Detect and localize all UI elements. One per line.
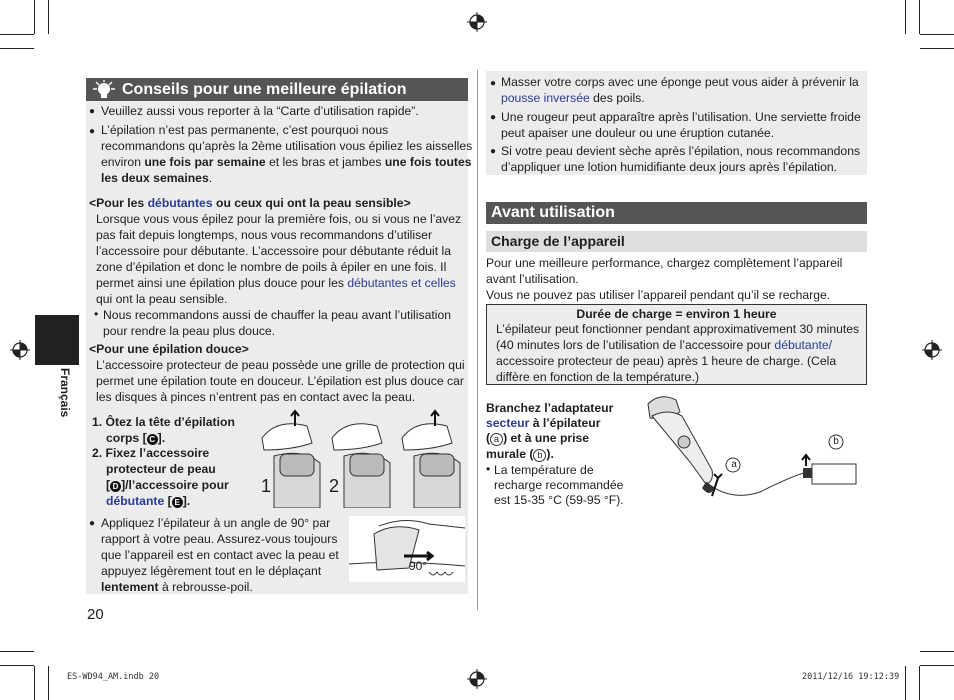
tips-heading: Conseils pour une meilleure épilation [122, 81, 407, 98]
beginner-text-4: zone d’épilation et donc le nombre de poils à épiler en une fois. Il [96, 260, 447, 274]
beginner-heading: <Pour les débutantes ou ceux qui ont la peau sensible> [89, 196, 411, 210]
language-label: Français [58, 368, 72, 418]
step-1: 1. Ôtez la tête d’épilation [92, 415, 235, 429]
gentle-text-1: L’accessoire protecteur de peau possède une grille de protection qui [96, 358, 465, 372]
crop-mark [0, 48, 34, 49]
bullet-icon: • [94, 307, 99, 321]
bullet-icon: ● [89, 518, 96, 529]
step-2-line2: protecteur de peau [106, 462, 216, 476]
crop-mark [920, 34, 954, 35]
beginner-text-6: qui ont la peau sensible. [96, 292, 228, 306]
bullet-icon: ● [490, 78, 497, 89]
beginner-note-2: pour rendre la peau plus douce. [103, 324, 276, 338]
step-2-line4: débutante [ E ]. [106, 494, 191, 508]
subheading: Charge de l’appareil [491, 233, 625, 249]
tip-2-line4: les deux semaines. [101, 171, 213, 185]
angle-tip-1: Appliquez l’épilateur à un angle de 90° par [101, 516, 331, 530]
tip-1: Veuillez aussi vous reporter à la “Carte d’utilisation rapide”. [101, 104, 419, 118]
letter-e-icon: E [172, 497, 183, 508]
bullet-icon: ● [89, 106, 96, 117]
step-1-line2: corps [ C ]. [106, 431, 166, 445]
bullet-icon: ● [490, 146, 497, 157]
footer-date: 2011/12/16 19:12:39 [802, 672, 900, 682]
step-2-line3: [ D ]/l’accessoire pour [106, 478, 229, 492]
connect-step-3: ( a ) et à une prise [486, 431, 590, 445]
angle-tip-5: lentement à rebrousse-poil. [101, 580, 253, 594]
registration-mark-icon [467, 669, 487, 689]
beginner-text-5: permet ainsi une épilation plus douce pour les débutantes et celles [96, 276, 456, 290]
lightbulb-icon [90, 80, 118, 99]
charge-time-line3: accessoire protecteur de peau) après 1 heure de charge. (Cela [496, 354, 837, 368]
section-heading: Avant utilisation [491, 204, 615, 221]
angle-label: 90° [409, 559, 428, 573]
charge-time-title: Durée de charge = environ 1 heure [576, 307, 777, 321]
bullet-icon: ● [89, 126, 96, 137]
figure-number-2: 2 [329, 476, 340, 496]
letter-c-icon: C [147, 434, 158, 445]
registration-mark-icon [922, 340, 942, 360]
tip-dry-1: Si votre peau devient sèche après l’épilation, nous recommandons [501, 144, 861, 158]
crop-mark [919, 0, 920, 34]
crop-mark [920, 665, 954, 666]
crop-mark [905, 666, 906, 700]
charge-time-line1: L’épilateur peut fonctionner pendant approximativement 30 minutes [496, 322, 860, 336]
temperature-note-3: est 15-35 °C (59-95 °F). [494, 493, 624, 507]
gentle-text-2: permet une épilation toute en douceur. L’épilation est plus douce car [96, 374, 464, 388]
tip-redness-1: Une rougeur peut apparaître après l’utilisation. Une serviette froide [501, 110, 861, 124]
footer-file: ES-WD94_AM.indb 20 [67, 672, 160, 682]
bullet-icon: • [486, 462, 491, 476]
subheading-bar [486, 231, 867, 252]
beginner-note-1: Nous recommandons aussi de chauffer la peau avant l’utilisation [103, 308, 451, 322]
crop-mark [0, 665, 34, 666]
charge-text-1: Pour une meilleure performance, chargez complètement l’appareil [486, 256, 843, 270]
charge-time-line2: (40 minutes lors de l’utilisation de l’accessoire pour débutante/ [496, 338, 833, 352]
connect-step-1: Branchez l’adaptateur [486, 401, 614, 415]
charge-text-2: avant l’utilisation. [486, 272, 579, 286]
language-tab [35, 315, 79, 365]
figure-number-1: 1 [261, 476, 272, 496]
crop-mark [0, 34, 34, 35]
crop-mark [48, 666, 49, 700]
gentle-text-3: les disques à pinces n’entrent pas en contact avec la peau. [96, 390, 416, 404]
crop-mark [34, 0, 35, 34]
crop-mark [920, 651, 954, 652]
column-divider [477, 70, 478, 610]
page-number: 20 [87, 606, 104, 623]
beginner-text-2: pas fait depuis longtemps, nous vous recommandons d’utiliser [96, 228, 433, 242]
head-removal-illustration [252, 408, 464, 508]
angle-illustration [349, 516, 465, 582]
angle-tip-4: appuyez légèrement tout en le déplaçant [101, 564, 322, 578]
beginner-text-1: Lorsque vous vous épilez pour la première fois, ou si vous ne l’avez [96, 212, 462, 226]
tip-massage-1: Masser votre corps avec une éponge peut vous aider à prévenir la [501, 75, 859, 89]
crop-mark [919, 666, 920, 700]
temperature-note-2: recharge recommandée [494, 478, 624, 492]
letter-a-icon: a [490, 433, 503, 446]
registration-mark-icon [10, 340, 30, 360]
connect-step-2: secteur à l’épilateur [486, 416, 601, 430]
registration-mark-icon [467, 12, 487, 32]
section-heading-bar [486, 202, 867, 224]
charge-text-3: Vous ne pouvez pas utiliser l’appareil pendant qu’il se recharge. [486, 288, 831, 302]
charging-illustration [640, 392, 862, 512]
tip-2-line1: L’épilation n’est pas permanente, c’est pourquoi nous [101, 123, 389, 137]
crop-mark [48, 0, 49, 34]
crop-mark [905, 0, 906, 34]
label-a: a [731, 459, 737, 470]
tips-heading-bar [86, 78, 468, 101]
tip-2-line2: recommandons qu’après la 2ème utilisation vous épiliez les aisselles [101, 139, 473, 153]
temperature-note-1: La température de [494, 463, 594, 477]
crop-mark [0, 651, 34, 652]
tip-2-line3: environ une fois par semaine et les bras et jambes une fois toutes [101, 155, 472, 169]
label-b: b [833, 436, 839, 447]
tip-massage-2: pousse inversée des poils. [501, 91, 645, 105]
gentle-heading: <Pour une épilation douce> [89, 342, 249, 356]
tip-redness-2: peut apaiser une douleur ou une éruption cutanée. [501, 126, 775, 140]
connect-step-4: murale ( b ). [486, 447, 554, 461]
letter-d-icon: D [110, 481, 121, 492]
angle-tip-2: rapport à votre peau. Assurez-vous toujours [101, 532, 338, 546]
crop-mark [34, 666, 35, 700]
tip-dry-2: d’appliquer une lotion humidifiante deux jours après l’épilation. [501, 160, 838, 174]
crop-mark [920, 48, 954, 49]
step-2: 2. Fixez l’accessoire [92, 446, 210, 460]
beginner-text-3: l’accessoire pour débutante. L’accessoire pour débutante réduit la [96, 244, 452, 258]
charge-time-line4: diffère en fonction de la température.) [496, 370, 700, 384]
angle-tip-3: que l’appareil est en contact avec la peau et [101, 548, 339, 562]
bullet-icon: ● [490, 112, 497, 123]
letter-b-icon: b [533, 449, 546, 462]
